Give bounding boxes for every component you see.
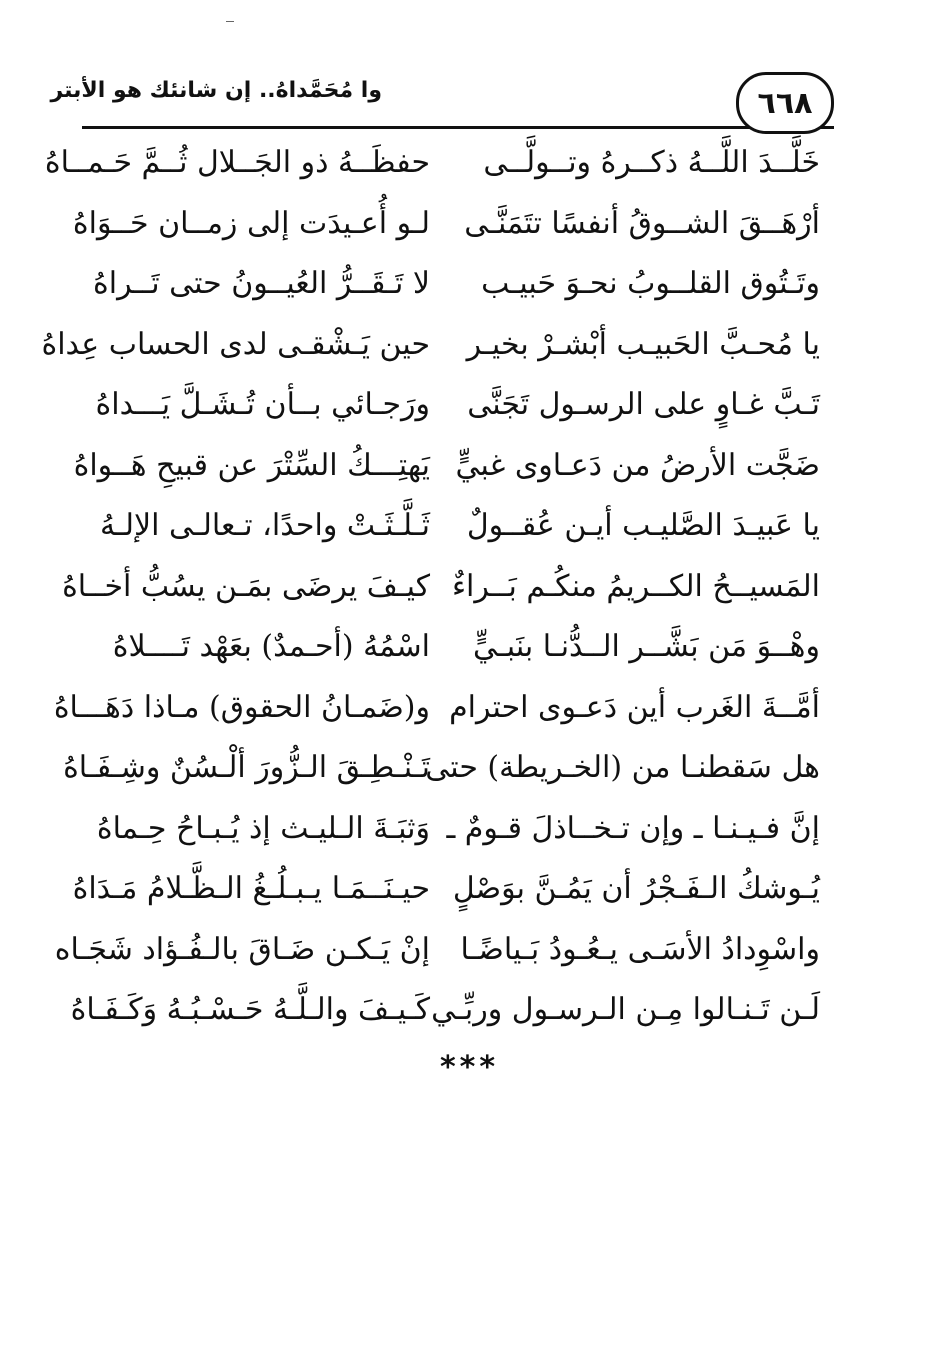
verse-second-hemistich: إنْ يَـكـن ضَـاقَ بالـفُـؤاد شَجَـاه [54, 931, 430, 967]
verse-second-hemistich: كيـفَ يرضَى بمَـن يسُبُّ أخــاهُ [62, 568, 430, 604]
verse-first-hemistich: يا مُحـبَّ الحَبيـب أبْشـرْ بخيـر [466, 326, 820, 362]
verse-first-hemistich: يُـوشكُ الـفَـجْرُ أن يَمُـنَّ بوَصْلٍ [452, 871, 820, 906]
page-header [50, 66, 834, 132]
scan-mark [226, 21, 234, 22]
verse-second-hemistich: حيـنَــمَـا يـبـلُـغُ الـظَّـلامُ مَـدَاهُ [72, 871, 430, 906]
verse [54, 917, 840, 978]
verse-first-hemistich: أمَّــةَ الغَرب أين دَعـوى احترام [449, 689, 820, 725]
verse [60, 372, 840, 433]
running-title: وا مُحَمَّداهُ.. إن شانئك هو الأبتر [50, 78, 382, 103]
verse-first-hemistich: واسْوِدادُ الأسَـى يـعُـودُ بَـياضًـا [460, 931, 820, 967]
verse-second-hemistich: حين يَـشْقـى لدى الحساب عِداهُ [41, 326, 430, 362]
page-number: ٦٦٨ [736, 72, 834, 134]
verse-second-hemistich: حفظَــهُ ذو الجَــلال ثُــمَّ حَـمــاهُ [44, 145, 430, 180]
verse-second-hemistich: ثَـلَّـثَـتْ واحدًا، تـعالـى الإلـهُ [99, 508, 430, 543]
verse [53, 675, 840, 736]
verse-second-hemistich: و(ضَمـانُ الحقوق) مـاذا دَهَـــاهُ [53, 689, 430, 725]
verse-second-hemistich: يَهتِـــكُ السِّتْرَ عن قبيحِ هَــواهُ [73, 447, 430, 483]
verse-first-hemistich: تَـبَّ غـاوٍ على الرسـول تَجَنَّى [467, 387, 820, 422]
verse [60, 191, 840, 252]
verse [60, 796, 840, 857]
verse-second-hemistich: كَـيـفَ والـلَّـهُ حَـسْـبُـهُ وَكَـفَـاهُ [70, 992, 430, 1027]
verse [60, 856, 840, 917]
verse-first-hemistich: أرْهَــقَ الشــوقُ أنفسًا تتَمَنَّـى [464, 205, 820, 241]
header-rule [82, 126, 834, 129]
verse [60, 614, 840, 675]
verse [41, 312, 840, 373]
verse [60, 251, 840, 312]
verse-first-hemistich: المَسيــحُ الكــريمُ منكُـم بَــراءٌ [451, 568, 820, 604]
verse-first-hemistich: وتَـتُوق القلــوبُ نحـوَ حَبيـب [481, 266, 820, 301]
verse [60, 493, 840, 554]
verse [60, 735, 840, 796]
verse-second-hemistich: تَـنْـطِـقَ الـزُّورَ ألْـسُنٌ وشِـفَـاهُ [63, 750, 430, 785]
verse [60, 433, 840, 494]
verse [60, 977, 840, 1038]
verse-first-hemistich: إنَّ فـيـنـا ـ وإن تـخــاذلَ قـومٌ ـ [446, 810, 820, 846]
verse-second-hemistich: وَثبَـةَ الـليـث إذ يُـبـاحُ حِـماهُ [96, 810, 430, 846]
verse-first-hemistich: ضَجَّت الأرضُ من دَعـاوى غبيٍّ [455, 447, 820, 483]
verse-first-hemistich: وهْــوَ مَن بَشَّــر الــدُّنـا بنَبـيٍّ [472, 629, 820, 664]
section-separator: *** [439, 1050, 500, 1085]
verse-first-hemistich: لَـن تَـنـالوا مِـن الـرسـول وربِّـي [431, 992, 820, 1027]
verse-first-hemistich: يا عَبيـدَ الصَّليـب أيـن عُقــولٌ [466, 508, 820, 543]
verse [44, 130, 840, 191]
verse-second-hemistich: اسْمُهُ (أحـمدٌ) بعَهْد تَــــلاهُ [112, 629, 430, 664]
verse-first-hemistich: هل سَقطنـا من (الخـريطة) حتى [425, 750, 820, 785]
verse-second-hemistich: ورَجـائي بــأن تُـشَـلَّ يَـــداهُ [95, 387, 430, 422]
poem [41, 130, 840, 1038]
verse-first-hemistich: خَلَّــدَ اللَّــهُ ذكــرهُ وتــولَّــى [483, 145, 820, 180]
verse-second-hemistich: لـو أُعـيدَت إلى زمــان حَــوَاهُ [72, 205, 430, 241]
verse [60, 554, 840, 615]
verse-second-hemistich: لا تَـقَــرُّ العُيــونُ حتى تَــراهُ [93, 266, 430, 301]
